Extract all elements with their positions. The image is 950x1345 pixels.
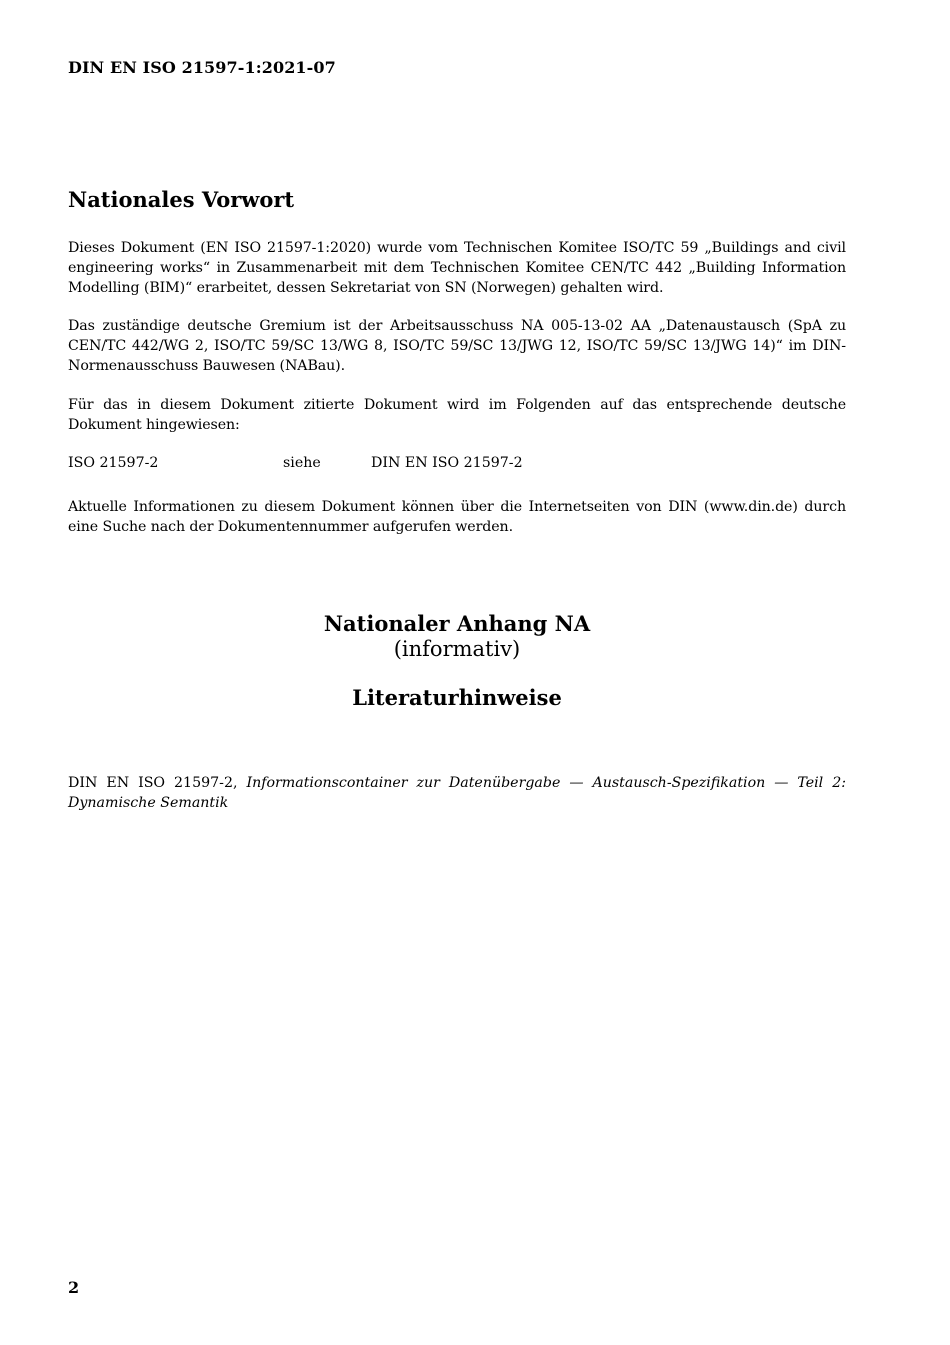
document-header: DIN EN ISO 21597-1:2021-07 [68,58,336,77]
foreword-paragraph-2: Das zuständige deutsche Gremium ist der Arbeitsausschuss NA 005-13-02 AA „Datenaustausch (SpA zu CEN/TC 442/WG 2, ISO/TC 59/SC 13/WG 8, ISO/TC 59/SC 13/JWG 12, ISO/TC 59/SC 13/JWG 14)“ im DIN-Normenausschuss Bauwesen (NABau). [68,318,846,374]
foreword-paragraph-1: Dieses Dokument (EN ISO 21597-1:2020) wurde vom Technischen Komitee ISO/TC 59 „Buildings and civil engineering works“ in Zusammenarbeit mit dem Technischen Komitee CEN/TC 442 „Building Information Modelling (BIM)“ erarbeitet, dessen Sekretariat von SN (Norwegen) gehalten wird. [68,240,846,296]
reference-iso: ISO 21597-2 [68,455,159,471]
reference-see: siehe [283,455,321,471]
bibliography-entry [68,773,846,813]
foreword-paragraph-3: Für das in diesem Dokument zitierte Dokument wird im Folgenden auf das entsprechende deutsche Dokument hingewiesen: [68,397,846,433]
annex-subtitle: (informativ) [393,637,521,661]
page-number: 2 [68,1278,80,1297]
bibliography-ref-title: Informationscontainer zur Datenübergabe — Austausch-Spezifikation — Teil 2: Dynamische Semantik [68,775,846,811]
foreword-closing: Aktuelle Informationen zu diesem Dokument können über die Internetseiten von DIN (www.din.de) durch eine Suche nach der Dokumentennummer aufgerufen werden. [68,499,846,535]
bibliography-title: Literaturhinweise [352,685,562,710]
bibliography-ref: DIN EN ISO 21597-2, [68,775,238,791]
annex-title: Nationaler Anhang NA [323,611,591,636]
reference-din: DIN EN ISO 21597-2 [371,455,523,471]
foreword-title: Nationales Vorwort [68,187,295,212]
